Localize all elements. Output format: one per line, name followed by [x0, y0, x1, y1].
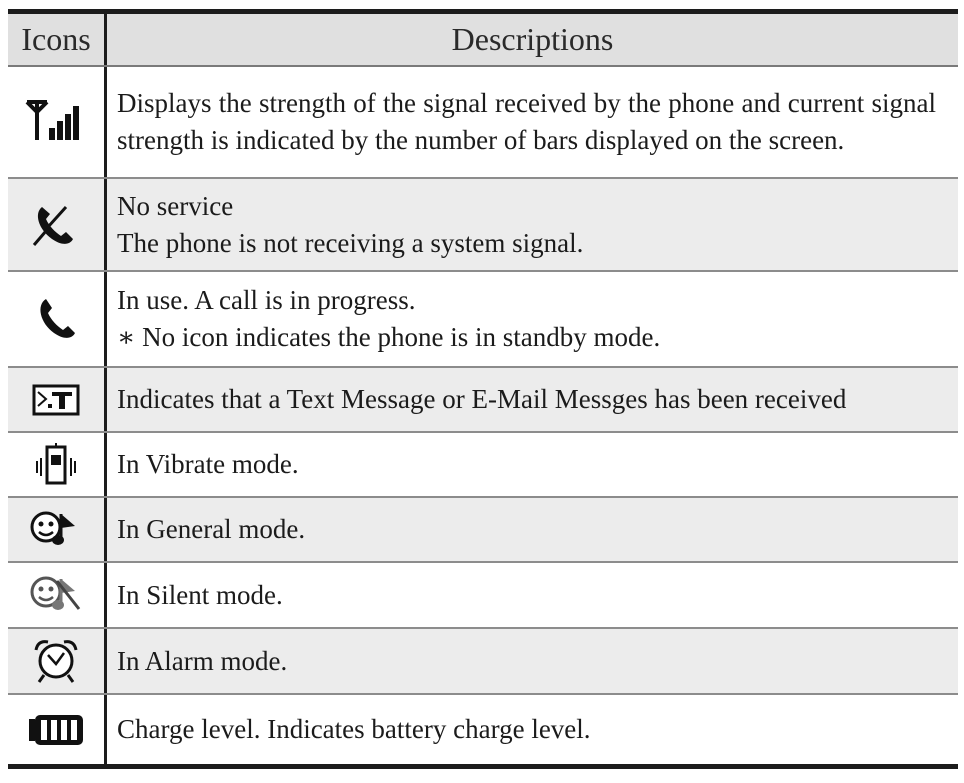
table-row [8, 179, 958, 272]
row-description: Displays the strength of the signal received by the phone and current signal strength is indicated by the number of bars displayed on the screen. [117, 88, 936, 155]
general-mode-icon [29, 510, 83, 550]
row-description-line2: ∗ No icon indicates the phone is in standby mode. [117, 322, 661, 352]
row-description: In Vibrate mode. [117, 449, 299, 479]
battery-icon [27, 713, 85, 747]
table-row [8, 563, 958, 629]
table-row [8, 272, 958, 368]
row-description-line1: No service [117, 190, 234, 221]
text-message-icon [32, 384, 80, 416]
signal-strength-icon [25, 100, 87, 144]
table-row [8, 629, 958, 695]
table-row [8, 433, 958, 498]
table-row [8, 368, 958, 433]
table-bottom-rule [8, 764, 958, 769]
row-description-line1: In use. A call is in progress. [117, 285, 416, 315]
header-descriptions: Descriptions [451, 21, 614, 57]
vibrate-mode-icon [31, 443, 81, 487]
row-description: In General mode. [117, 514, 306, 544]
table-row [8, 498, 958, 563]
row-description: Indicates that a Text Message or E-Mail Messges has been received [117, 384, 847, 414]
icons-table [8, 9, 958, 769]
row-description: Charge level. Indicates battery charge level. [117, 714, 591, 744]
table-header-row [8, 14, 958, 67]
silent-mode-icon [29, 575, 83, 615]
table-row [8, 67, 958, 179]
row-description-line2: The phone is not receiving a system signal. [117, 227, 584, 258]
in-use-phone-icon [34, 295, 78, 343]
row-description: In Alarm mode. [117, 645, 288, 676]
header-icons: Icons [8, 14, 107, 65]
table-row [8, 695, 958, 764]
row-description: In Silent mode. [117, 579, 283, 610]
alarm-clock-icon [32, 638, 80, 684]
no-service-icon [30, 199, 82, 251]
